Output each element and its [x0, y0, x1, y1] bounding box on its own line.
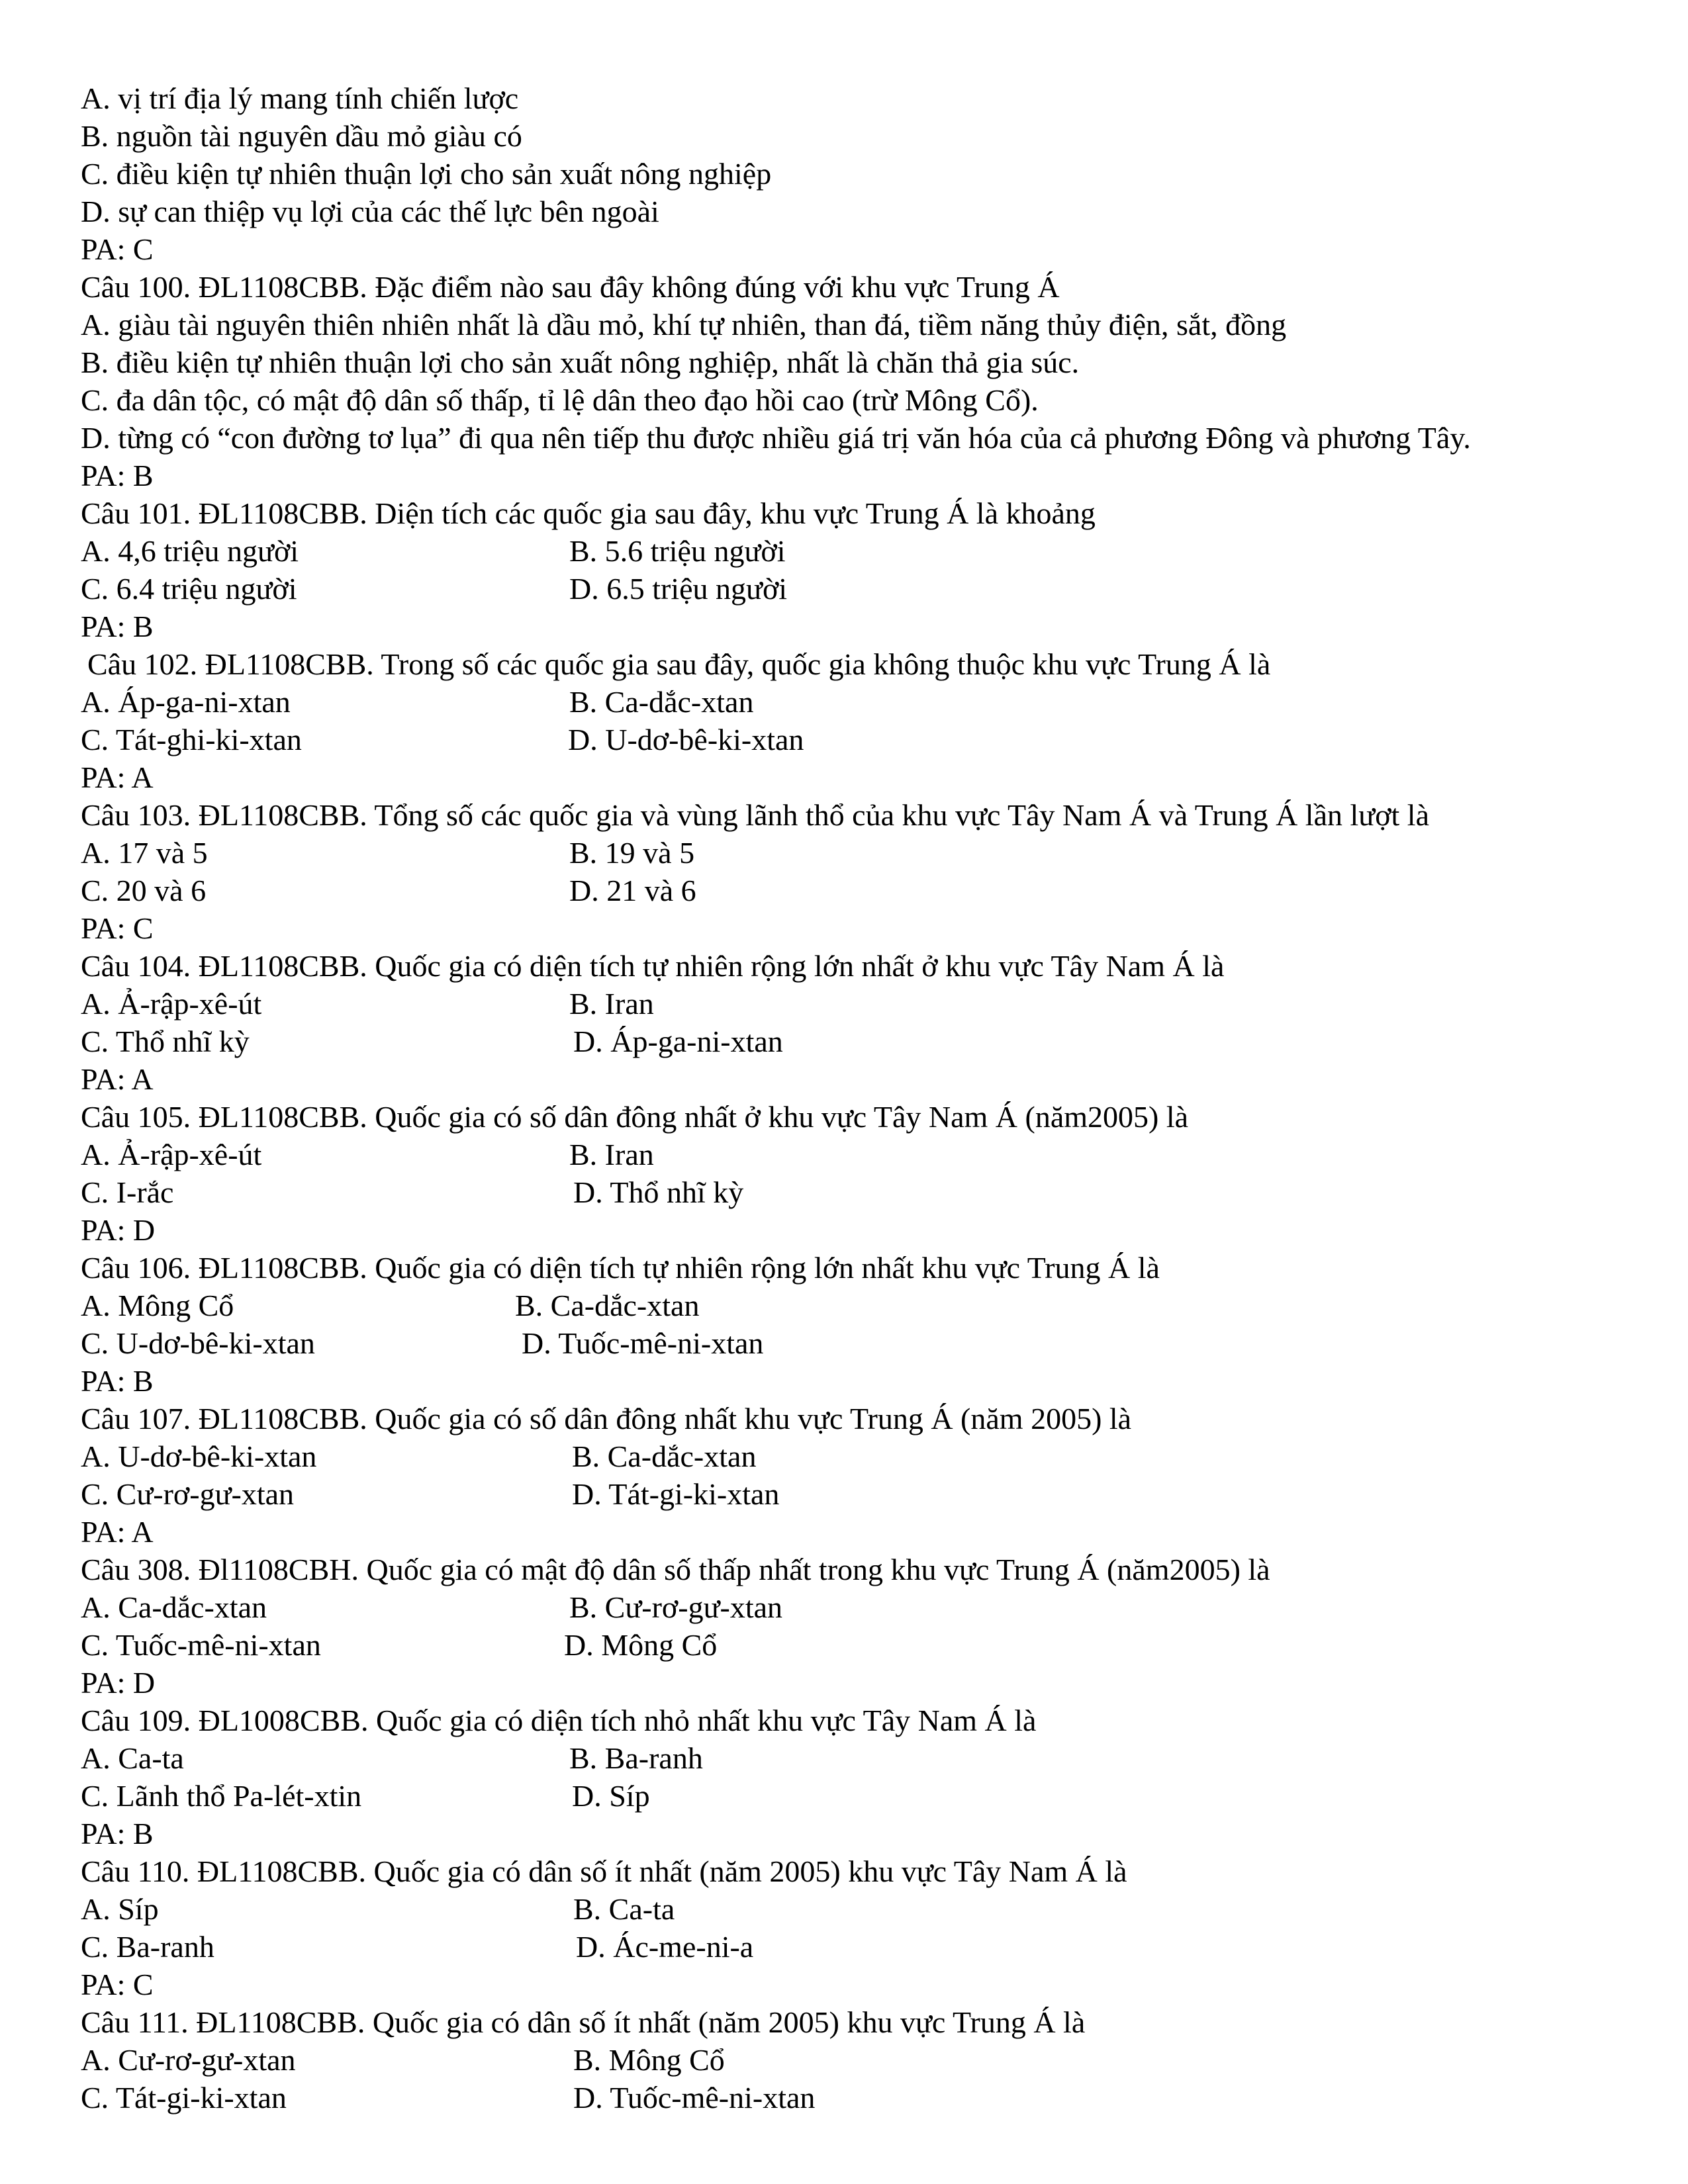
answer: PA: C — [81, 232, 154, 266]
option-a: A. Ả-rập-xê-út — [81, 1138, 262, 1171]
option-d: D. Mông Cổ — [564, 1628, 718, 1662]
option-c: C. điều kiện tự nhiên thuận lợi cho sản xuất nông nghiệp — [81, 157, 772, 191]
option-a: A. Cư-rơ-gư-xtan — [81, 2043, 296, 2077]
option-c: C. Tát-ghi-ki-xtan — [81, 723, 302, 756]
answer: PA: B — [81, 1817, 154, 1850]
option-c: C. 6.4 triệu người — [81, 572, 297, 606]
option-b: B. Ca-ta — [573, 1892, 675, 1926]
option-b: B. điều kiện tự nhiên thuận lợi cho sản xuất nông nghiệp, nhất là chăn thả gia súc. — [81, 345, 1080, 379]
option-b: B. nguồn tài nguyên dầu mỏ giàu có — [81, 119, 522, 153]
option-a: A. U-dơ-bê-ki-xtan — [81, 1439, 317, 1473]
option-a: A. 4,6 triệu người — [81, 534, 299, 568]
question-stem: Câu 103. ĐL1108CBB. Tổng số các quốc gia và vùng lãnh thổ của khu vực Tây Nam Á và Trung Á lần lượt là — [81, 798, 1430, 832]
option-d: D. Tuốc-mê-ni-xtan — [522, 1326, 764, 1360]
option-c: C. Thổ nhĩ kỳ — [81, 1024, 250, 1058]
question-stem: Câu 109. ĐL1008CBB. Quốc gia có diện tích nhỏ nhất khu vực Tây Nam Á là — [81, 1704, 1037, 1737]
option-c: C. 20 và 6 — [81, 874, 207, 907]
answer: PA: A — [81, 1515, 154, 1549]
option-d: D. Tuốc-mê-ni-xtan — [573, 2081, 816, 2115]
answer: PA: C — [81, 911, 154, 945]
question-stem: Câu 102. ĐL1108CBB. Trong số các quốc gia sau đây, quốc gia không thuộc khu vực Trung Á là — [87, 647, 1271, 681]
option-d: D. Síp — [572, 1779, 650, 1813]
option-d: D. Tát-gi-ki-xtan — [572, 1477, 780, 1511]
question-stem: Câu 100. ĐL1108CBB. Đặc điểm nào sau đây không đúng với khu vực Trung Á — [81, 270, 1060, 304]
option-a: A. giàu tài nguyên thiên nhiên nhất là dầu mỏ, khí tự nhiên, than đá, tiềm năng thủy điện, sắt, đồng — [81, 308, 1287, 341]
question-stem: Câu 110. ĐL1108CBB. Quốc gia có dân số ít nhất (năm 2005) khu vực Tây Nam Á là — [81, 1854, 1127, 1888]
answer: PA: D — [81, 1213, 156, 1247]
option-a: A. vị trí địa lý mang tính chiến lược — [81, 81, 519, 115]
answer: PA: C — [81, 1968, 154, 2001]
question-stem: Câu 107. ĐL1108CBB. Quốc gia có số dân đông nhất khu vực Trung Á (năm 2005) là — [81, 1402, 1132, 1435]
option-c: C. I-rắc — [81, 1175, 174, 1209]
option-d: D. Ác-me-ni-a — [576, 1930, 754, 1964]
question-stem: Câu 105. ĐL1108CBB. Quốc gia có số dân đông nhất ở khu vực Tây Nam Á (năm2005) là — [81, 1100, 1189, 1134]
option-b: B. Ca-dắc-xtan — [572, 1439, 757, 1473]
option-a: A. Mông Cổ — [81, 1289, 234, 1322]
answer: PA: D — [81, 1666, 156, 1700]
option-a: A. 17 và 5 — [81, 836, 208, 870]
option-d: D. Áp-ga-ni-xtan — [573, 1024, 783, 1058]
option-c: C. đa dân tộc, có mật độ dân số thấp, tỉ lệ dân theo đạo hồi cao (trừ Mông Cổ). — [81, 383, 1039, 417]
option-a: A. Ca-dắc-xtan — [81, 1590, 267, 1624]
option-d: D. Thổ nhĩ kỳ — [573, 1175, 744, 1209]
question-stem: Câu 308. Đl1108CBH. Quốc gia có mật độ dân số thấp nhất trong khu vực Trung Á (năm2005) là — [81, 1553, 1270, 1586]
answer: PA: B — [81, 610, 154, 643]
option-c: C. Cư-rơ-gư-xtan — [81, 1477, 295, 1511]
option-c: C. Ba-ranh — [81, 1930, 214, 1964]
option-c: C. Tuốc-mê-ni-xtan — [81, 1628, 321, 1662]
answer: PA: A — [81, 760, 154, 794]
option-a: A. Ả-rập-xê-út — [81, 987, 262, 1021]
option-b: B. Iran — [569, 1138, 654, 1171]
option-b: B. Ba-ranh — [569, 1741, 703, 1775]
option-b: B. Ca-dắc-xtan — [515, 1289, 700, 1322]
option-d: D. 6.5 triệu người — [569, 572, 788, 606]
option-d: D. 21 và 6 — [569, 874, 696, 907]
question-stem: Câu 111. ĐL1108CBB. Quốc gia có dân số ít nhất (năm 2005) khu vực Trung Á là — [81, 2005, 1086, 2039]
answer: PA: A — [81, 1062, 154, 1096]
option-b: B. Cư-rơ-gư-xtan — [569, 1590, 783, 1624]
option-b: B. 5.6 triệu người — [569, 534, 786, 568]
option-d: D. từng có “con đường tơ lụa” đi qua nên tiếp thu được nhiều giá trị văn hóa của cả phương Đông và phương Tây. — [81, 421, 1471, 455]
question-stem: Câu 104. ĐL1108CBB. Quốc gia có diện tích tự nhiên rộng lớn nhất ở khu vực Tây Nam Á là — [81, 949, 1225, 983]
answer: PA: B — [81, 459, 154, 492]
question-stem: Câu 101. ĐL1108CBB. Diện tích các quốc gia sau đây, khu vực Trung Á là khoảng — [81, 496, 1096, 530]
option-a: A. Ca-ta — [81, 1741, 184, 1775]
question-stem: Câu 106. ĐL1108CBB. Quốc gia có diện tích tự nhiên rộng lớn nhất khu vực Trung Á là — [81, 1251, 1160, 1285]
option-c: C. Tát-gi-ki-xtan — [81, 2081, 287, 2115]
option-c: C. U-dơ-bê-ki-xtan — [81, 1326, 315, 1360]
answer: PA: B — [81, 1364, 154, 1398]
option-d: D. sự can thiệp vụ lợi của các thế lực bên ngoài — [81, 195, 659, 228]
option-b: B. Mông Cổ — [573, 2043, 725, 2077]
option-d: D. U-dơ-bê-ki-xtan — [568, 723, 804, 756]
option-a: A. Síp — [81, 1892, 159, 1926]
option-b: B. Ca-dắc-xtan — [569, 685, 754, 719]
option-b: B. 19 và 5 — [569, 836, 695, 870]
option-b: B. Iran — [569, 987, 654, 1021]
option-c: C. Lãnh thổ Pa-lét-xtin — [81, 1779, 362, 1813]
option-a: A. Áp-ga-ni-xtan — [81, 685, 291, 719]
